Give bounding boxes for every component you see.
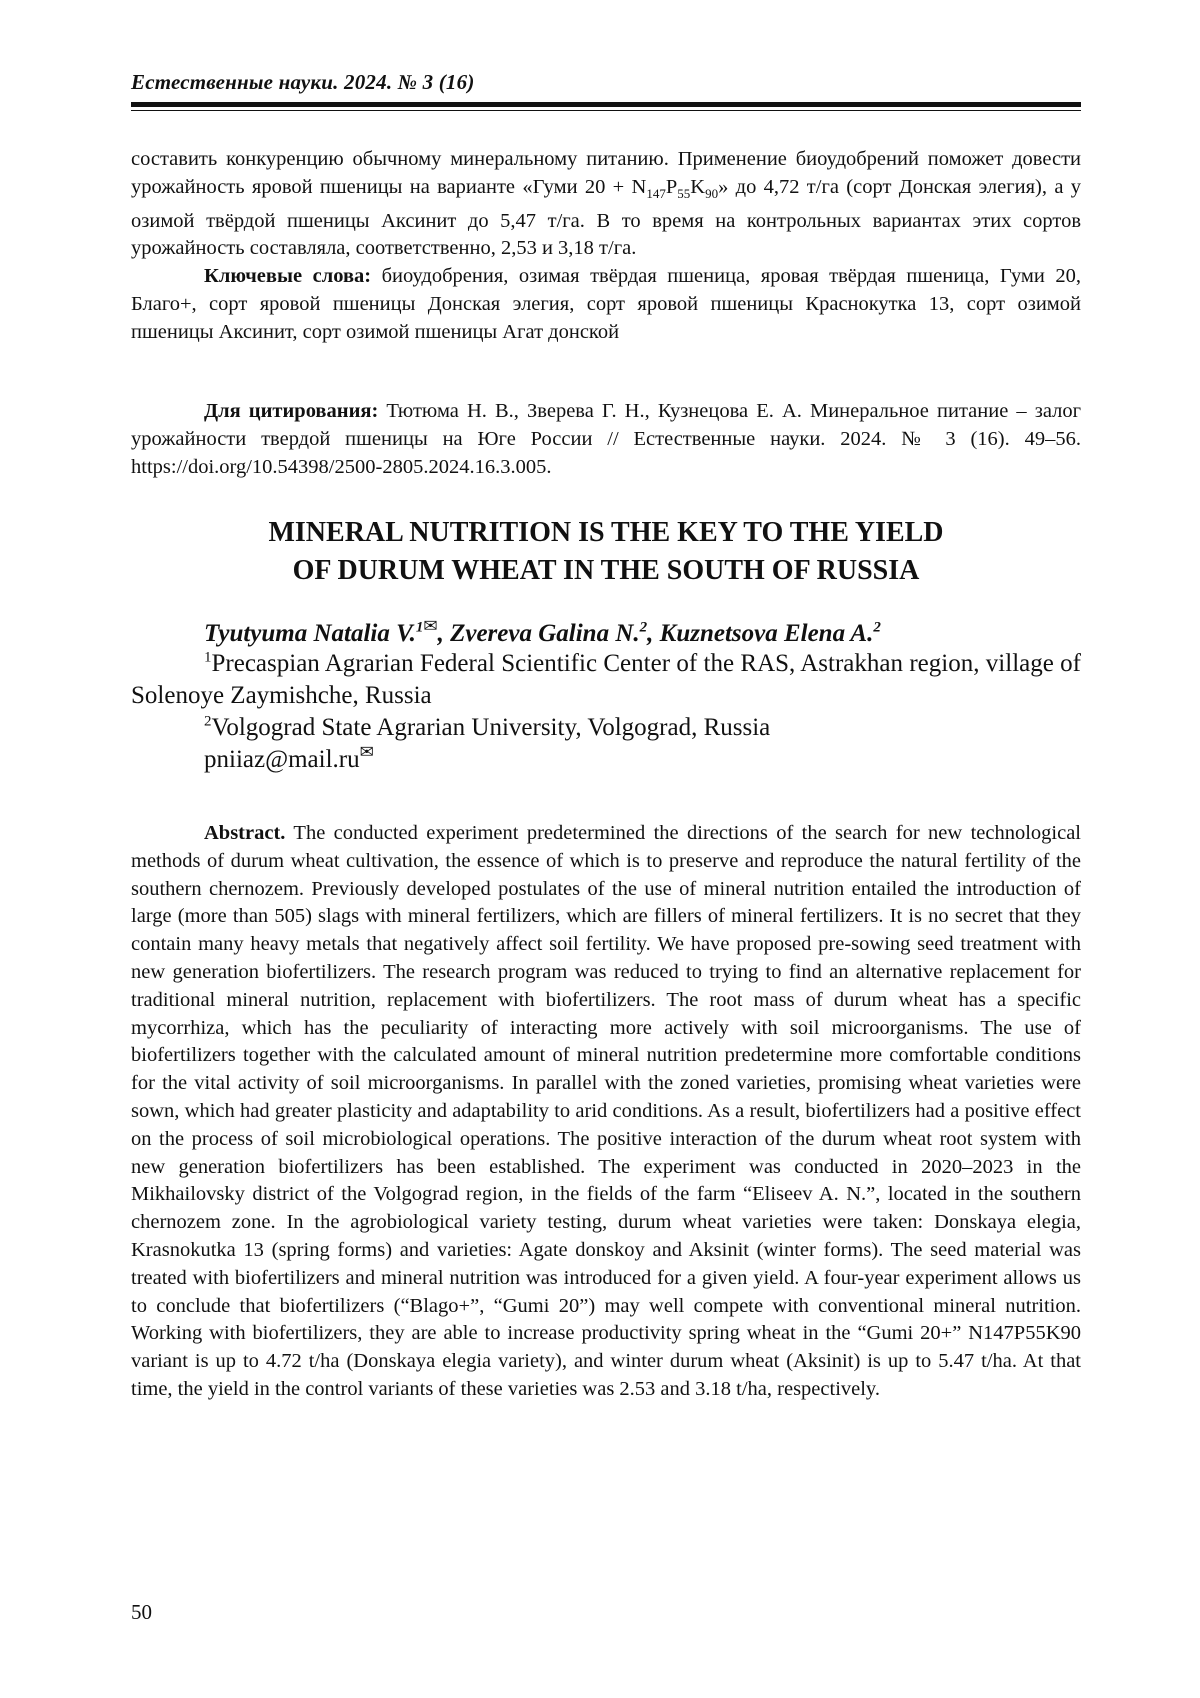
subscript-n: 147 xyxy=(646,185,666,201)
keywords-text: биоудобрения, озимая твёрдая пшеница, яровая твёрдая пшеница, Гуми 20, Благо+, сорт яровой пшеницы Донская элегия, сорт яровой пшеницы Краснокутка 13, сорт озимой пшеницы Аксинит, сорт озимой пшеницы Агат донской xyxy=(131,265,1082,343)
author-list xyxy=(204,616,881,648)
author-3: , Kuznetsova Elena A. xyxy=(647,620,874,647)
abstract-label: Abstract. xyxy=(204,822,286,844)
ru-abstract-text-1: составить конкуренцию обычному минеральному питанию. Применение биоудобрений поможет довести урожайность яровой пшеницы на варианте «Гуми 20 + N xyxy=(131,148,1081,198)
running-head: Естественные науки. 2024. № 3 (16) xyxy=(131,70,475,94)
header-rule-thin xyxy=(131,110,1081,111)
page-number: 50 xyxy=(131,1600,152,1624)
envelope-icon: ✉ xyxy=(423,616,438,636)
author-2: , Zvereva Galina N. xyxy=(437,620,640,647)
affiliation-1-number: 1 xyxy=(204,649,212,666)
abstract-text: The conducted experiment predetermined the directions of the search for new technological methods of durum wheat cultivation, the essence of which is to preserve and reproduce the natural fertility of the southern chernozem. Previously developed postulates of the use of mineral nutrition entailed the introduction of large (more than 505) slags with mineral fertilizers, which are fillers of mineral fertilizers. It is no secret that they contain many heavy metals that negatively affect soil fertility. We have proposed pre-sowing seed treatment with new generation biofertilizers. The research program was reduced to trying to find an alternative replacement for traditional mineral nutrition, replacement with biofertilizers. The root mass of durum wheat has a specific mycorrhiza, which has the peculiarity of interacting more actively with soil microorganisms. The use of biofertilizers together with the calculated amount of mineral nutrition predetermine more comfortable conditions for the vital activity of soil microorganisms. In parallel with the zoned varieties, promising wheat varieties were sown, which had greater plasticity and adaptability to arid conditions. As a result, biofertilizers had a positive effect on the process of soil microbiological operations. The positive interaction of the durum wheat root system with new generation biofertilizers has been established. The experiment was conducted in 2020–2023 in the Mikhailovsky district of the Volgograd region, in the fields of the farm “Eliseev A. N.”, located in the southern chernozem zone. In the agrobiological variety testing, durum wheat varieties were taken: Donskaya elegia, Krasnokutka 13 (spring forms) and varieties: Agate donskoy and Aksinit (winter forms). The seed material was treated with biofertilizers and mineral nutrition was introduced for a given yield. A four-year experiment allows us to conclude that biofertilizers (“Blago+”, “Gumi 20”) may well compete with conventional mineral nutrition. Working with biofertilizers, they are able to increase productivity spring wheat in the “Gumi 20+” N147P55K90 variant is up to 4.72 t/ha (Donskaya elegia variety), and winter durum wheat (Aksinit) is up to 5.47 t/ha. At that time, the yield in the control variants of these varieties was 2.53 and 3.18 t/ha, respectively. xyxy=(131,822,1081,1400)
author-3-affiliation: 2 xyxy=(873,619,881,636)
author-2-affiliation: 2 xyxy=(639,619,648,636)
keywords-paragraph xyxy=(131,263,1081,346)
ru-abstract-k: K xyxy=(690,175,706,198)
affiliation-2-text: Volgograd State Agrarian University, Volgograd, Russia xyxy=(211,714,771,741)
subscript-p: 55 xyxy=(677,185,691,201)
ru-abstract-p: P xyxy=(665,175,678,198)
corresponding-email xyxy=(131,744,1081,776)
english-abstract xyxy=(131,820,1081,1404)
affiliations xyxy=(131,648,1081,776)
email-link[interactable]: pniiaz@mail.ru xyxy=(204,746,360,773)
keywords-label: Ключевые слова: xyxy=(204,265,372,288)
ru-abstract-text-2: » до 4,72 т/га (сорт Донская элегия), а у озимой твёрдой пшеницы Аксинит до 5,47 т/га. В то время на контрольных вариантах этих сортов урожайность составляла, соответственно, 2,53 и 3,18 т/га. xyxy=(131,175,1081,260)
author-1: Tyutyuma Natalia V. xyxy=(204,620,416,647)
affiliation-2 xyxy=(131,712,1081,744)
citation-paragraph xyxy=(131,398,1081,481)
citation-text: Тютюма Н. В., Зверева Г. Н., Кузнецова Е. А. Минеральное питание – залог урожайности твердой пшеницы на Юге России // Естественные науки. 2024. № 3 (16). 49–56. https://doi.org/10.54398/2500-2805.2024.16.3.005. xyxy=(131,400,1082,478)
affiliation-1 xyxy=(131,648,1081,712)
article-title xyxy=(131,514,1081,590)
header-rule-thick xyxy=(131,102,1081,107)
russian-abstract-continuation xyxy=(131,146,1081,347)
affiliation-1-text: Precaspian Agrarian Federal Scientific Center of the RAS, Astrakhan region, village of Solenoye Zaymishche, Russia xyxy=(131,650,1081,709)
title-line-1: MINERAL NUTRITION IS THE KEY TO THE YIELD xyxy=(268,517,944,548)
envelope-icon: ✉ xyxy=(359,742,374,762)
citation-label: Для цитирования: xyxy=(204,400,379,422)
subscript-k: 90 xyxy=(705,185,719,201)
title-line-2: OF DURUM WHEAT IN THE SOUTH OF RUSSIA xyxy=(292,555,920,586)
author-1-affiliation: 1 xyxy=(415,619,424,636)
affiliation-2-number: 2 xyxy=(204,713,212,730)
